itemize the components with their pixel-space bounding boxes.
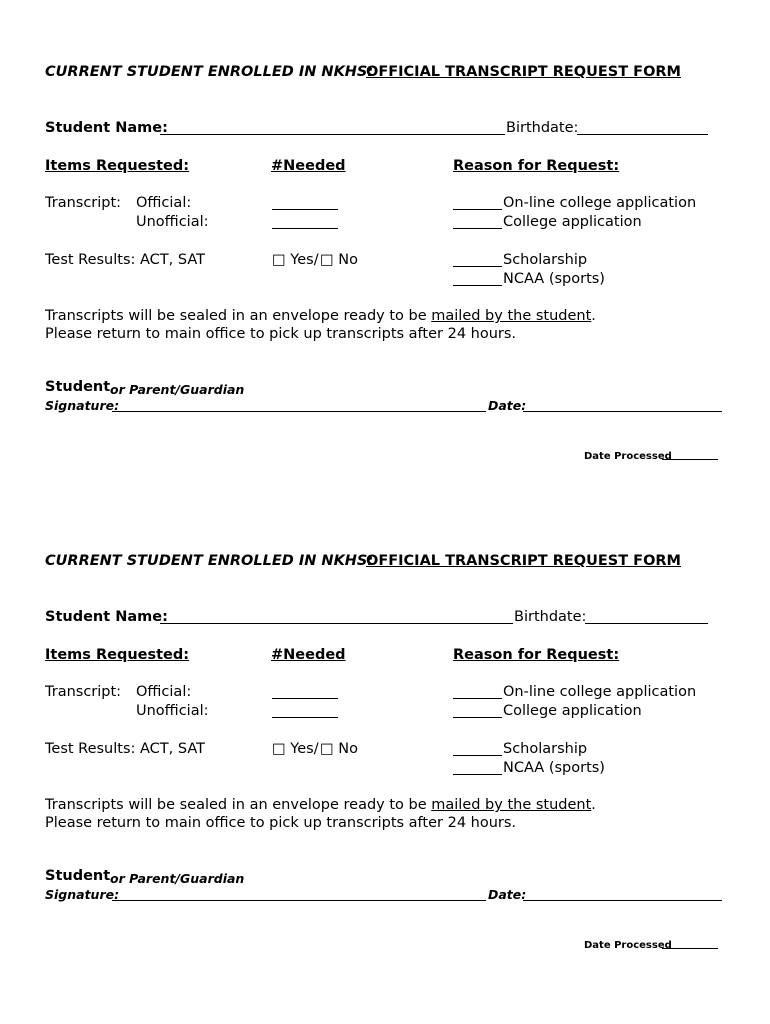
signature-label: Signature:	[45, 398, 120, 413]
reason-scholarship-field[interactable]	[453, 755, 502, 756]
no-checkbox[interactable]: □ No	[320, 741, 359, 757]
date-processed-field[interactable]	[662, 948, 718, 949]
no-checkbox[interactable]: □ No	[320, 252, 359, 268]
needed-label: #Needed	[271, 158, 346, 174]
reason-ncaa-field[interactable]	[453, 774, 502, 775]
yes-checkbox[interactable]: □ Yes/	[272, 741, 319, 757]
reason-scholarship-label: Scholarship	[503, 252, 588, 268]
notice-line-1	[45, 797, 596, 814]
notice-prefix: Transcripts will be sealed in an envelope ready to be	[45, 797, 432, 813]
official-label: Official:	[136, 684, 192, 700]
official-label: Official:	[136, 195, 192, 211]
transcript-request-form-1	[0, 0, 770, 489]
reason-college-field[interactable]	[453, 717, 502, 718]
reason-label: Reason for Request:	[453, 158, 620, 174]
transcript-request-form-2	[0, 489, 770, 978]
test-results-label: Test Results: ACT, SAT	[45, 252, 206, 268]
needed-label: #Needed	[271, 647, 346, 663]
birthdate-field[interactable]	[585, 623, 708, 624]
notice-suffix: .	[591, 308, 596, 324]
notice-suffix: .	[591, 797, 596, 813]
items-requested-label: Items Requested:	[45, 158, 190, 174]
reason-label: Reason for Request:	[453, 647, 620, 663]
notice-line-1	[45, 308, 596, 325]
transcript-label: Transcript:	[45, 195, 122, 211]
form-title: OFFICIAL TRANSCRIPT REQUEST FORM	[366, 64, 681, 80]
form-title-prefix: CURRENT STUDENT ENROLLED IN NKHS:	[45, 64, 374, 80]
student-name-label: Student Name:	[45, 609, 168, 625]
parent-guardian-label: or Parent/Guardian	[110, 382, 245, 397]
signature-field[interactable]	[112, 900, 486, 901]
unofficial-needed-field[interactable]	[272, 228, 338, 229]
reason-ncaa-field[interactable]	[453, 285, 502, 286]
unofficial-label: Unofficial:	[136, 703, 209, 719]
notice-line-2: Please return to main office to pick up transcripts after 24 hours.	[45, 326, 517, 342]
reason-scholarship-label: Scholarship	[503, 741, 588, 757]
notice-prefix: Transcripts will be sealed in an envelope ready to be	[45, 308, 432, 324]
signature-label: Signature:	[45, 887, 120, 902]
signature-field[interactable]	[112, 411, 486, 412]
date-processed-field[interactable]	[662, 459, 718, 460]
reason-ncaa-label: NCAA (sports)	[503, 271, 605, 287]
reason-online-label: On-line college application	[503, 684, 697, 700]
student-name-field[interactable]	[160, 623, 513, 624]
date-processed-label: Date Processed	[584, 451, 672, 462]
reason-college-field[interactable]	[453, 228, 502, 229]
date-field[interactable]	[523, 900, 722, 901]
items-requested-label: Items Requested:	[45, 647, 190, 663]
unofficial-needed-field[interactable]	[272, 717, 338, 718]
reason-online-label: On-line college application	[503, 195, 697, 211]
reason-ncaa-label: NCAA (sports)	[503, 760, 605, 776]
official-needed-field[interactable]	[272, 209, 338, 210]
reason-scholarship-field[interactable]	[453, 266, 502, 267]
transcript-label: Transcript:	[45, 684, 122, 700]
student-name-label: Student Name:	[45, 120, 168, 136]
student-name-field[interactable]	[160, 134, 505, 135]
reason-college-label: College application	[503, 703, 642, 719]
reason-online-field[interactable]	[453, 209, 502, 210]
parent-guardian-label: or Parent/Guardian	[110, 871, 245, 886]
notice-line-2: Please return to main office to pick up transcripts after 24 hours.	[45, 815, 517, 831]
student-label: Student	[45, 868, 111, 884]
unofficial-label: Unofficial:	[136, 214, 209, 230]
notice-underlined: mailed by the student	[431, 797, 592, 813]
date-field[interactable]	[523, 411, 722, 412]
date-label: Date:	[488, 398, 527, 413]
form-title: OFFICIAL TRANSCRIPT REQUEST FORM	[366, 553, 681, 569]
reason-online-field[interactable]	[453, 698, 502, 699]
reason-college-label: College application	[503, 214, 642, 230]
student-label: Student	[45, 379, 111, 395]
birthdate-label: Birthdate:	[514, 609, 587, 625]
yes-checkbox[interactable]: □ Yes/	[272, 252, 319, 268]
notice-underlined: mailed by the student	[431, 308, 592, 324]
official-needed-field[interactable]	[272, 698, 338, 699]
date-processed-label: Date Processed	[584, 940, 672, 951]
form-title-prefix: CURRENT STUDENT ENROLLED IN NKHS:	[45, 553, 374, 569]
birthdate-label: Birthdate:	[506, 120, 579, 136]
date-label: Date:	[488, 887, 527, 902]
test-results-label: Test Results: ACT, SAT	[45, 741, 206, 757]
birthdate-field[interactable]	[577, 134, 708, 135]
